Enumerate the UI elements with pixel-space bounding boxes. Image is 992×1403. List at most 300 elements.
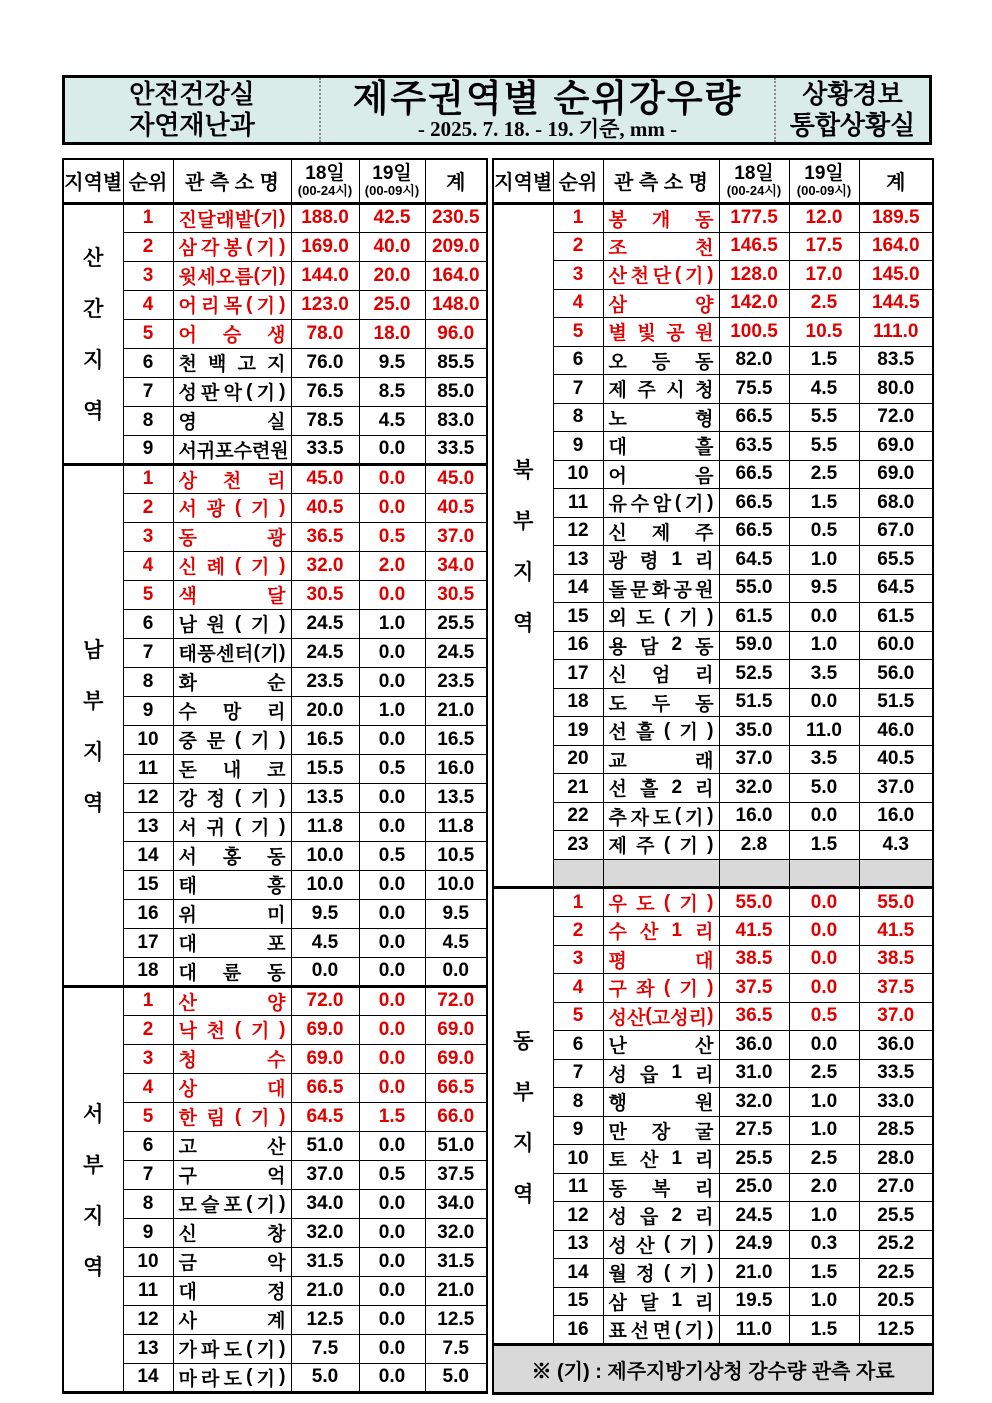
- station-name-cell: [173, 261, 291, 290]
- rain-day18-cell: 169.0: [291, 232, 359, 261]
- station-name-cell: [603, 1202, 719, 1231]
- station-name-char: (: [246, 235, 253, 257]
- page-subtitle: - 2025. 7. 18. - 19. 기준, mm -: [417, 117, 678, 141]
- station-name-char: 리: [201, 296, 220, 317]
- rain-total-cell: 164.0: [425, 261, 487, 290]
- region-cell: [63, 464, 123, 986]
- station-name-char: 엄: [651, 665, 671, 687]
- station-name-char: 봉: [223, 238, 242, 259]
- station-name-char: 기: [250, 1021, 270, 1042]
- station-name: [174, 1277, 291, 1304]
- station-name-cell: [603, 375, 719, 404]
- station-name-char: 용: [608, 636, 627, 658]
- station-name-char: 판: [201, 383, 220, 404]
- station-name-char: ): [279, 612, 286, 634]
- station-name-char: ): [707, 1261, 714, 1283]
- station-row: [63, 377, 487, 406]
- rain-total-cell: 40.5: [425, 493, 487, 522]
- rank-cell: 7: [123, 377, 173, 406]
- station-name-char: ): [707, 1318, 714, 1340]
- station-name-cell: [173, 1247, 291, 1276]
- rank-cell: 11: [553, 489, 603, 518]
- rank-cell: 3: [123, 1044, 173, 1073]
- rain-total-cell: 22.5: [859, 1259, 933, 1288]
- rain-total-cell: 16.5: [425, 725, 487, 754]
- station-name-char: 원: [695, 323, 714, 345]
- station-name-cell: [173, 1160, 291, 1189]
- station-name-cell: [603, 517, 719, 546]
- station-name-char: 조: [608, 237, 627, 259]
- station-row: [63, 203, 487, 232]
- station-name-char: 빛: [637, 323, 656, 345]
- rain-total-cell: 16.0: [425, 754, 487, 783]
- rain-day18-cell: 0.0: [291, 957, 359, 986]
- station-name-char: 제: [608, 836, 627, 858]
- rain-day18-cell: 100.5: [719, 318, 789, 347]
- station-row: [63, 899, 487, 928]
- station-name-cell: [173, 406, 291, 435]
- station-name: [604, 946, 719, 973]
- station-name: [604, 290, 719, 317]
- station-name-char: 월: [608, 1264, 627, 1286]
- station-name: [604, 831, 719, 858]
- rain-day18-cell: 36.5: [719, 1002, 789, 1031]
- station-row: [63, 261, 487, 290]
- rain-total-cell: 83.0: [425, 406, 487, 435]
- station-row: [493, 1116, 933, 1145]
- rain-total-cell: 9.5: [425, 899, 487, 928]
- station-name-char: 산: [639, 922, 659, 944]
- rain-total-cell: 68.0: [859, 489, 933, 518]
- rain-day18-cell: 66.5: [291, 1073, 359, 1102]
- station-name: [604, 1060, 719, 1087]
- spacer-cell: [859, 859, 933, 888]
- rain-day19-cell: 1.0: [789, 1116, 859, 1145]
- station-name-char: (: [674, 263, 682, 285]
- rain-total-cell: 30.5: [425, 580, 487, 609]
- region-cell: [493, 888, 553, 1345]
- rain-day18-cell: 59.0: [719, 631, 789, 660]
- room-line-1: 상황경보: [802, 79, 903, 109]
- rank-cell: 4: [123, 1073, 173, 1102]
- station-name: [174, 668, 291, 695]
- rain-total-cell: 20.5: [859, 1287, 933, 1316]
- station-name-char: 모: [178, 1195, 197, 1216]
- station-name-char: 도: [636, 608, 655, 630]
- station-name-cell: [603, 1116, 719, 1145]
- rain-day19-cell: 0.0: [359, 1334, 425, 1363]
- rank-cell: 11: [123, 1276, 173, 1305]
- rain-day19-cell: 8.5: [359, 377, 425, 406]
- region-cell: [63, 203, 123, 464]
- station-name-cell: [603, 432, 719, 461]
- station-name: [604, 632, 719, 659]
- station-name: [174, 1219, 291, 1246]
- rain-day18-cell: 20.0: [291, 696, 359, 725]
- rain-total-cell: 5.0: [425, 1363, 487, 1392]
- station-row: [493, 346, 933, 375]
- rank-cell: 8: [553, 403, 603, 432]
- rain-day19-cell: 1.0: [789, 1202, 859, 1231]
- station-name-char: 자: [630, 807, 649, 829]
- region-cell: [493, 203, 553, 888]
- station-name-char: ): [707, 976, 714, 998]
- station-name: [174, 697, 291, 724]
- col-header-day18-sub: (00-24시): [297, 182, 353, 198]
- rank-cell: 23: [553, 831, 603, 860]
- region-char: 역: [83, 400, 104, 423]
- station-name: [174, 929, 291, 956]
- rain-day18-cell: 19.5: [719, 1287, 789, 1316]
- station-name: [174, 552, 291, 579]
- station-name-cell: [603, 774, 719, 803]
- rain-day19-cell: 0.0: [359, 1218, 425, 1247]
- station-name-cell: [173, 957, 291, 986]
- rain-day18-cell: 32.0: [719, 774, 789, 803]
- station-name: [174, 1161, 291, 1188]
- station-name-char: ): [279, 1105, 286, 1127]
- station-name: [174, 233, 291, 260]
- rain-day18-cell: 2.8: [719, 831, 789, 860]
- rain-total-cell: 148.0: [425, 290, 487, 319]
- station-name-char: 서: [178, 499, 197, 520]
- station-name-char: 기: [685, 1321, 704, 1342]
- rain-day19-cell: 0.0: [789, 945, 859, 974]
- station-name-cell: [173, 899, 291, 928]
- rain-day18-cell: 24.5: [291, 638, 359, 667]
- rain-day18-cell: 66.5: [719, 403, 789, 432]
- station-name: [174, 262, 291, 289]
- rain-total-cell: 16.0: [859, 802, 933, 831]
- station-name-char: 오: [216, 267, 235, 288]
- station-name-char: 천: [222, 470, 242, 492]
- rain-total-cell: 69.0: [859, 460, 933, 489]
- rain-day18-cell: 76.0: [291, 348, 359, 377]
- rain-day19-cell: 42.5: [359, 203, 425, 232]
- station-name-cell: [173, 1218, 291, 1247]
- station-name: [604, 1088, 719, 1115]
- rainfall-table-left: [62, 158, 488, 1394]
- station-name: [604, 375, 719, 402]
- rain-total-cell: 51.5: [859, 688, 933, 717]
- station-name-char: 기: [679, 1264, 698, 1286]
- rain-day19-cell: 0.0: [789, 603, 859, 632]
- station-name-char: (: [674, 805, 682, 827]
- station-name-char: 태: [178, 644, 197, 665]
- station-name-char: (: [234, 612, 242, 634]
- station-name-char: 기: [256, 383, 275, 404]
- region-char: 지: [83, 349, 104, 372]
- station-name-char: 기: [250, 731, 270, 752]
- station-name-char: 기: [685, 494, 704, 516]
- region-char: 간: [83, 298, 104, 321]
- rain-day18-cell: 30.5: [291, 580, 359, 609]
- rain-day18-cell: 72.0: [291, 986, 359, 1015]
- rain-day19-cell: 0.0: [359, 464, 425, 493]
- station-row: [493, 1088, 933, 1117]
- station-name-char: ): [279, 235, 286, 257]
- rain-day18-cell: 35.0: [719, 717, 789, 746]
- rain-total-cell: 37.5: [859, 974, 933, 1003]
- station-name-char: (: [234, 1105, 242, 1127]
- station-name-char: 만: [608, 1121, 627, 1143]
- station-name-char: 억: [267, 1166, 286, 1187]
- rain-day18-cell: 64.5: [291, 1102, 359, 1131]
- station-name-char: ): [707, 833, 714, 855]
- footnote-row: [493, 1345, 933, 1394]
- rank-cell: 18: [123, 957, 173, 986]
- rain-day18-cell: 27.5: [719, 1116, 789, 1145]
- station-name-cell: [173, 725, 291, 754]
- rank-cell: 14: [553, 1259, 603, 1288]
- rain-total-cell: 164.0: [859, 232, 933, 261]
- header-right-room: [776, 78, 929, 142]
- station-name-char: 기: [256, 1340, 275, 1361]
- page-title: 제주권역별 순위강우량: [352, 78, 743, 119]
- station-name-cell: [603, 1059, 719, 1088]
- station-name-cell: [173, 290, 291, 319]
- rain-day18-cell: 24.5: [719, 1202, 789, 1231]
- station-name-cell: [603, 1031, 719, 1060]
- rain-day18-cell: 34.0: [291, 1189, 359, 1218]
- station-name-char: 대: [178, 1282, 197, 1303]
- station-name-char: 동: [695, 351, 714, 373]
- station-name-char: (: [645, 1005, 652, 1027]
- station-name-char: 등: [651, 351, 671, 373]
- rank-cell: 18: [553, 688, 603, 717]
- station-name: [174, 1132, 291, 1159]
- station-name-char: 선: [608, 779, 627, 801]
- rain-day19-cell: 0.0: [789, 888, 859, 917]
- station-name-cell: [603, 403, 719, 432]
- rain-day19-cell: 0.0: [789, 917, 859, 946]
- station-name-char: 청: [178, 1050, 197, 1071]
- station-name: [604, 1288, 719, 1315]
- rain-total-cell: 33.0: [859, 1088, 933, 1117]
- station-name-cell: [603, 603, 719, 632]
- station-name-cell: [603, 261, 719, 290]
- station-name-cell: [173, 696, 291, 725]
- col-header-day18: [291, 159, 359, 203]
- station-name: [604, 1145, 719, 1172]
- rain-day19-cell: 0.0: [359, 928, 425, 957]
- rank-cell: 16: [123, 899, 173, 928]
- rain-day19-cell: 0.0: [359, 1276, 425, 1305]
- station-name-cell: [173, 493, 291, 522]
- station-name-char: 리: [267, 702, 286, 723]
- station-row: [63, 638, 487, 667]
- region-char: 역: [83, 791, 104, 815]
- station-name-char: 노: [608, 408, 627, 430]
- rank-cell: 1: [553, 888, 603, 917]
- station-name-char: 파: [201, 1340, 220, 1361]
- rank-cell: 8: [123, 406, 173, 435]
- station-name-char: 영: [178, 412, 197, 433]
- station-name-char: 산: [626, 1007, 646, 1029]
- rain-day19-cell: 10.5: [789, 318, 859, 347]
- rain-day19-cell: 0.5: [359, 1160, 425, 1189]
- rain-day18-cell: 32.0: [291, 551, 359, 580]
- rain-day19-cell: 3.5: [789, 660, 859, 689]
- station-row: [493, 974, 933, 1003]
- rain-total-cell: 34.0: [425, 551, 487, 580]
- rain-day19-cell: 0.0: [359, 899, 425, 928]
- station-name-char: (: [246, 293, 253, 315]
- rain-total-cell: 45.0: [425, 464, 487, 493]
- station-name-char: 제: [651, 522, 671, 544]
- rank-cell: 9: [123, 435, 173, 464]
- station-name-char: 흘: [695, 437, 714, 459]
- station-name-char: 센: [216, 644, 235, 665]
- station-row: [493, 774, 933, 803]
- station-row: [63, 551, 487, 580]
- station-name-char: 강: [178, 789, 197, 810]
- rain-total-cell: 189.5: [859, 203, 933, 232]
- station-name-char: 기: [679, 608, 698, 630]
- rank-cell: 12: [123, 1305, 173, 1334]
- rain-day19-cell: 0.0: [359, 870, 425, 899]
- station-name-char: 2: [671, 634, 683, 656]
- rank-cell: 1: [553, 203, 603, 232]
- col-header-region: 지역별: [493, 159, 553, 203]
- rank-cell: 9: [553, 1116, 603, 1145]
- station-name-char: 도: [223, 1340, 242, 1361]
- station-row: [63, 754, 487, 783]
- station-name-char: 2: [671, 776, 683, 798]
- station-name-cell: [173, 609, 291, 638]
- rank-cell: 4: [553, 289, 603, 318]
- station-row: [63, 232, 487, 261]
- rain-day18-cell: 142.0: [719, 289, 789, 318]
- station-name-char: 성: [608, 1207, 627, 1229]
- station-name-cell: [603, 546, 719, 575]
- station-name-char: 리: [695, 1292, 714, 1314]
- spacer-cell: [553, 859, 603, 888]
- station-name: [174, 1190, 291, 1217]
- rain-day18-cell: 61.5: [719, 603, 789, 632]
- station-name-char: 기: [260, 644, 279, 665]
- rank-cell: 7: [123, 1160, 173, 1189]
- station-name: [174, 1306, 291, 1333]
- station-row: [63, 348, 487, 377]
- station-name: [604, 518, 719, 545]
- station-name-char: 도: [636, 894, 655, 915]
- rain-day18-cell: 25.5: [719, 1145, 789, 1174]
- station-name-char: 정: [267, 1282, 286, 1303]
- station-name-char: 포: [267, 934, 286, 955]
- rain-day18-cell: 16.0: [719, 802, 789, 831]
- rain-day19-cell: 0.5: [359, 754, 425, 783]
- rank-cell: 6: [553, 1031, 603, 1060]
- station-name-char: (: [663, 719, 671, 741]
- col-header-day19-sub: (00-09시): [796, 182, 852, 198]
- station-name-char: 리: [695, 1178, 714, 1200]
- rain-total-cell: 37.5: [425, 1160, 487, 1189]
- region-char: 산: [83, 247, 104, 270]
- rain-day18-cell: 66.5: [719, 489, 789, 518]
- station-name-char: 읍: [639, 1064, 659, 1086]
- station-name-cell: [603, 660, 719, 689]
- station-name-char: 기: [256, 1368, 275, 1390]
- station-name-char: 청: [695, 380, 714, 402]
- rain-day19-cell: 12.0: [789, 203, 859, 232]
- station-name-char: 별: [608, 323, 627, 345]
- rain-day18-cell: 78.0: [291, 319, 359, 348]
- station-name: [174, 784, 291, 811]
- station-name-char: 1: [671, 1290, 683, 1312]
- station-name-cell: [173, 1189, 291, 1218]
- region-char: 부: [513, 1080, 534, 1104]
- station-name-char: 추: [608, 807, 627, 829]
- rain-day19-cell: 0.0: [789, 802, 859, 831]
- station-name-char: 터: [234, 644, 254, 665]
- rain-total-cell: 67.0: [859, 517, 933, 546]
- station-row: [63, 841, 487, 870]
- station-row: [63, 1218, 487, 1247]
- rank-cell: 13: [123, 1334, 173, 1363]
- rain-day18-cell: 40.5: [291, 493, 359, 522]
- station-name-cell: [173, 348, 291, 377]
- col-header-rank: 순위: [123, 159, 173, 203]
- station-name-char: 리: [688, 1007, 708, 1029]
- rank-cell: 8: [123, 667, 173, 696]
- station-name-char: (: [246, 1192, 253, 1214]
- station-name-char: 신: [178, 1224, 197, 1245]
- rain-day19-cell: 0.5: [789, 517, 859, 546]
- station-name-char: 리: [695, 922, 714, 944]
- station-name: [174, 205, 291, 232]
- rain-total-cell: 4.3: [859, 831, 933, 860]
- station-name-cell: [603, 745, 719, 774]
- station-name-char: ): [279, 1337, 286, 1359]
- dept-line-1: 안전건강실: [129, 79, 255, 109]
- rain-total-cell: 41.5: [859, 917, 933, 946]
- rain-total-cell: 46.0: [859, 717, 933, 746]
- station-name-char: 륜: [222, 962, 242, 984]
- station-name-char: 밭: [234, 209, 254, 231]
- station-name-cell: [173, 783, 291, 812]
- station-row: [493, 603, 933, 632]
- rain-day19-cell: 0.0: [359, 957, 425, 986]
- station-row: [63, 1305, 487, 1334]
- rank-cell: 5: [123, 1102, 173, 1131]
- rain-day18-cell: 75.5: [719, 375, 789, 404]
- station-name-char: (: [234, 1018, 242, 1040]
- rain-day18-cell: 32.0: [291, 1218, 359, 1247]
- rain-day19-cell: 2.0: [359, 551, 425, 580]
- rain-day19-cell: 0.0: [359, 638, 425, 667]
- station-name-char: 귀: [196, 440, 216, 462]
- footnote-cell: ※ (기) : 제주지방기상청 강수량 관측 자료: [493, 1345, 933, 1394]
- rain-total-cell: 55.0: [859, 888, 933, 917]
- rain-day19-cell: 2.5: [789, 460, 859, 489]
- station-name-char: 령: [639, 551, 659, 573]
- station-name: [604, 318, 719, 345]
- station-name-char: 기: [250, 557, 270, 578]
- station-name-cell: [603, 1287, 719, 1316]
- rain-day19-cell: 40.0: [359, 232, 425, 261]
- station-name-cell: [173, 667, 291, 696]
- station-name-char: 동: [267, 962, 286, 984]
- station-row: [63, 1276, 487, 1305]
- station-name-cell: [173, 870, 291, 899]
- rain-day18-cell: 69.0: [291, 1044, 359, 1073]
- room-line-2: 통합상황실: [789, 110, 916, 140]
- station-name: [174, 407, 291, 434]
- station-row: [493, 717, 933, 746]
- rain-day19-cell: 0.0: [359, 1131, 425, 1160]
- station-row: [63, 435, 487, 464]
